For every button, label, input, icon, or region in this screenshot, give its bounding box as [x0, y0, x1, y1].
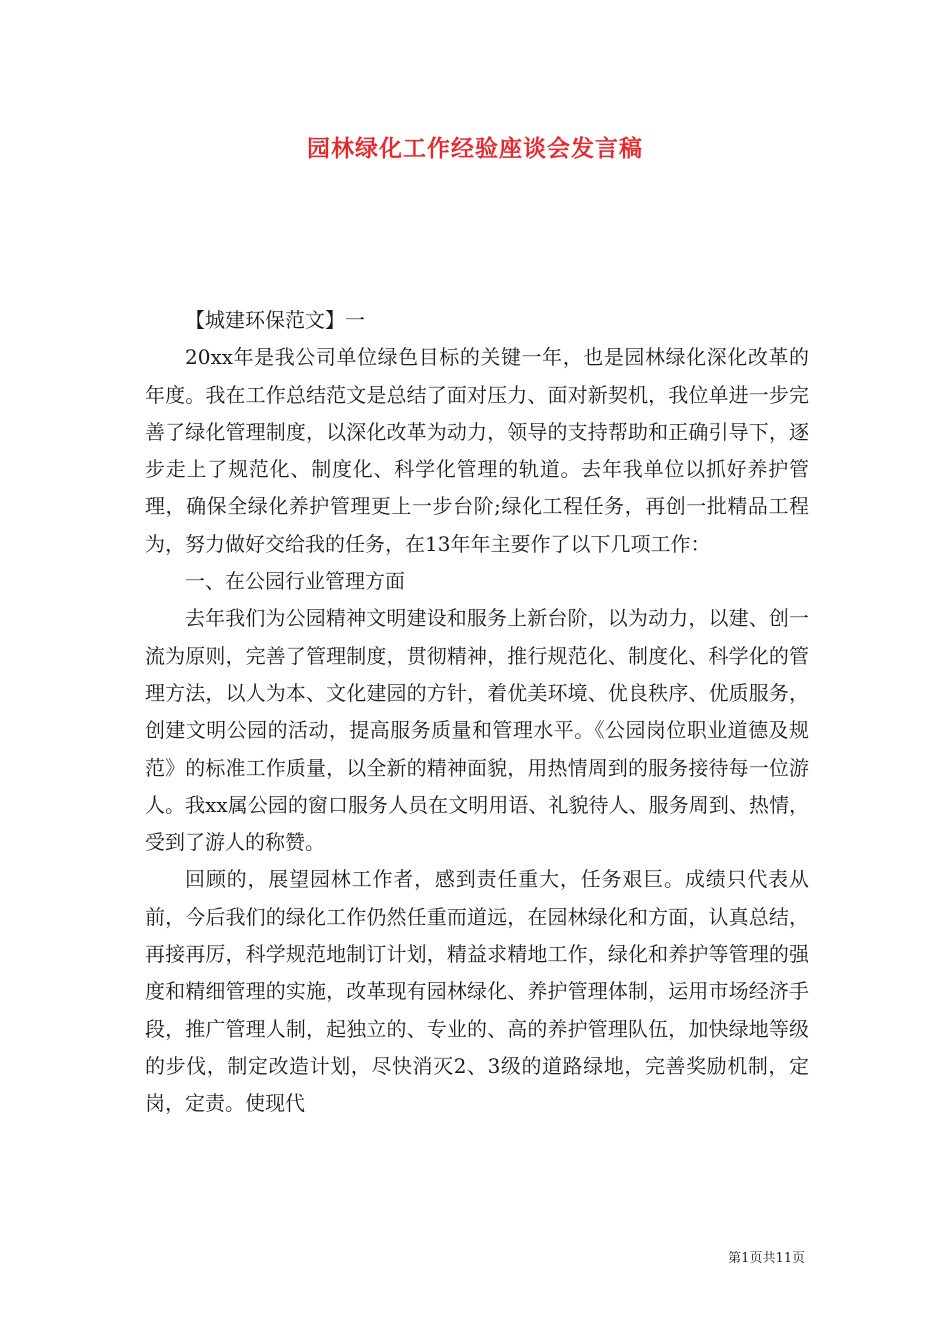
paragraph-category: 【城建环保范文】一 [185, 308, 365, 332]
paragraph-park-management: 去年我们为公园精神文明建设和服务上新台阶，以为动力，以建、创一流为原则，完善了管理制度，贯彻精神，推行规范化、制度化、科学化的管理方法，以人为本、文化建园的方针，着优美环境、优良秩序、优质服务，创建文明公园的活动，提高服务质量和管理水平。《公园岗位职业道德及规范》的标准工作质量，以全新的精神面貌，用热情周到的服务接待每一位游人。我xx属公园的窗口服务人员在文明用语、礼貌待人、服务周到、热情，受到了游人的称赞。 [145, 606, 809, 855]
document-title: 园林绿化工作经验座谈会发言稿 [307, 135, 643, 162]
paragraph-review: 回顾的，展望园林工作者，感到责任重大，任务艰巨。成绩只代表从前，今后我们的绿化工作仍然任重而道远，在园林绿化和方面，认真总结，再接再厉，科学规范地制订计划，精益求精地工作，绿化和养护等管理的强度和精细管理的实施，改革现有园林绿化、养护管理体制，运用市场经济手段，推广管理人制，起独立的、专业的、高的养护管理队伍，加快绿地等级的步伐，制定改造计划，尽快消灭2、3级的道路绿地，完善奖励机制，定岗，定责。使现代 [145, 867, 809, 1116]
paragraph-intro: 20xx年是我公司单位绿色目标的关键一年，也是园林绿化深化改革的年度。我在工作总结范文是总结了面对压力、面对新契机，我位单进一步完善了绿化管理制度，以深化改革为动力，领导的支持帮助和正确引导下，逐步走上了规范化、制度化、科学化管理的轨道。去年我单位以抓好养护管理，确保全绿化养护管理更上一步台阶;绿化工程任务，再创一批精品工程为，努力做好交给我的任务，在13年年主要作了以下几项工作： [145, 345, 809, 556]
page-number-footer: 第1页共11页 [728, 1251, 805, 1266]
section-heading-park-management: 一、在公园行业管理方面 [185, 569, 405, 594]
document-body [145, 302, 809, 1123]
